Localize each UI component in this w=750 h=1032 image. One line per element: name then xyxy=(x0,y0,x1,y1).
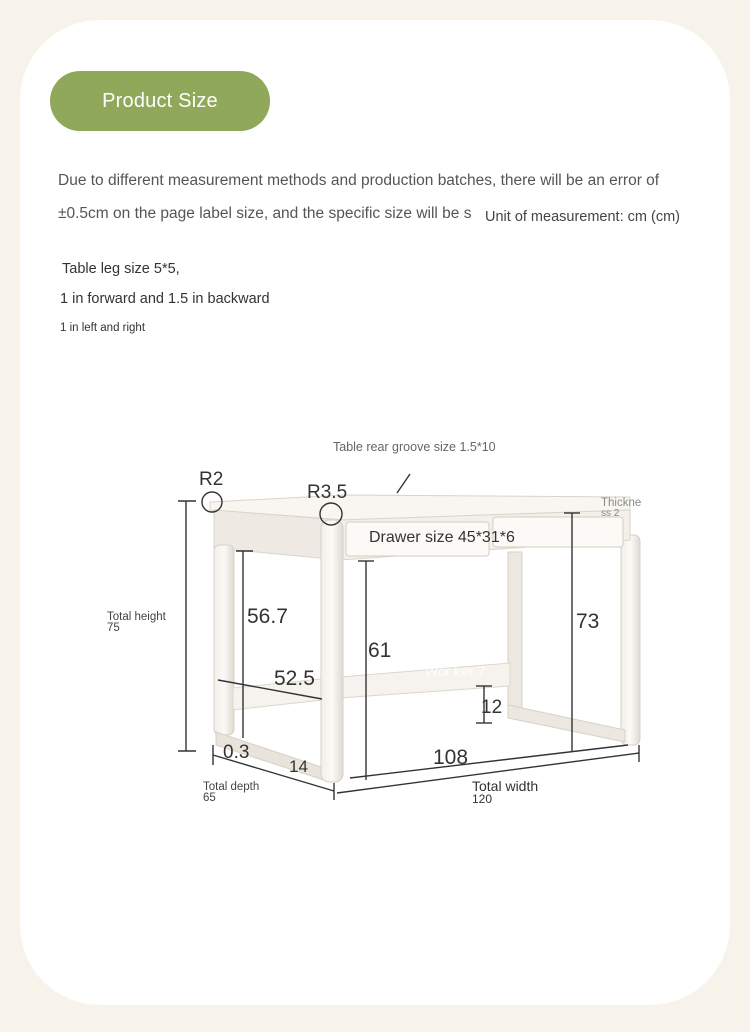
thickness-value: ss 2 xyxy=(601,508,620,519)
total-depth-value: 65 xyxy=(203,792,216,804)
dim-56-7: 56.7 xyxy=(247,605,288,628)
groove-pointer-line xyxy=(397,474,410,493)
desk-right-stretcher xyxy=(508,705,625,742)
total-width-label: Total width xyxy=(472,778,539,794)
measurement-note-line2: ±0.5cm on the page label size, and the specific size will be s xyxy=(58,205,472,222)
dim-52-5: 52.5 xyxy=(274,667,315,690)
dim-108: 108 xyxy=(433,746,469,769)
leg-size-spec: Table leg size 5*5, xyxy=(62,261,180,277)
thickness-label: Thickne xyxy=(601,497,642,509)
desk-back-left-leg xyxy=(214,545,234,735)
r2-label: R2 xyxy=(199,469,224,490)
dim-14: 14 xyxy=(289,757,308,776)
groove-label: Table rear groove size 1.5*10 xyxy=(333,440,496,454)
left-right-spec: 1 in left and right xyxy=(60,322,146,334)
watermark-text: Wor ker 7 xyxy=(425,663,486,679)
desk-front-left-leg xyxy=(321,520,343,782)
badge-title: Product Size xyxy=(102,89,218,112)
total-width-value: 120 xyxy=(472,792,493,806)
dim-61: 61 xyxy=(368,639,392,662)
desk-front-right-leg xyxy=(621,535,640,745)
measurement-note-line1: Due to different measurement methods and production batches, there will be an error of xyxy=(58,172,660,189)
dim-0-3: 0.3 xyxy=(223,742,250,763)
drawer-size-label: Drawer size 45*31*6 xyxy=(369,529,515,546)
total-height-label: Total height xyxy=(107,611,166,623)
dim-12: 12 xyxy=(481,697,503,718)
unit-note: Unit of measurement: cm (cm) xyxy=(485,209,680,225)
dim-73: 73 xyxy=(576,610,600,633)
desk-back-right-leg xyxy=(508,552,522,712)
forward-backward-spec: 1 in forward and 1.5 in backward xyxy=(60,291,270,307)
total-depth-label: Total depth xyxy=(203,781,260,793)
r35-label: R3.5 xyxy=(307,482,348,503)
total-height-value: 75 xyxy=(107,622,120,634)
